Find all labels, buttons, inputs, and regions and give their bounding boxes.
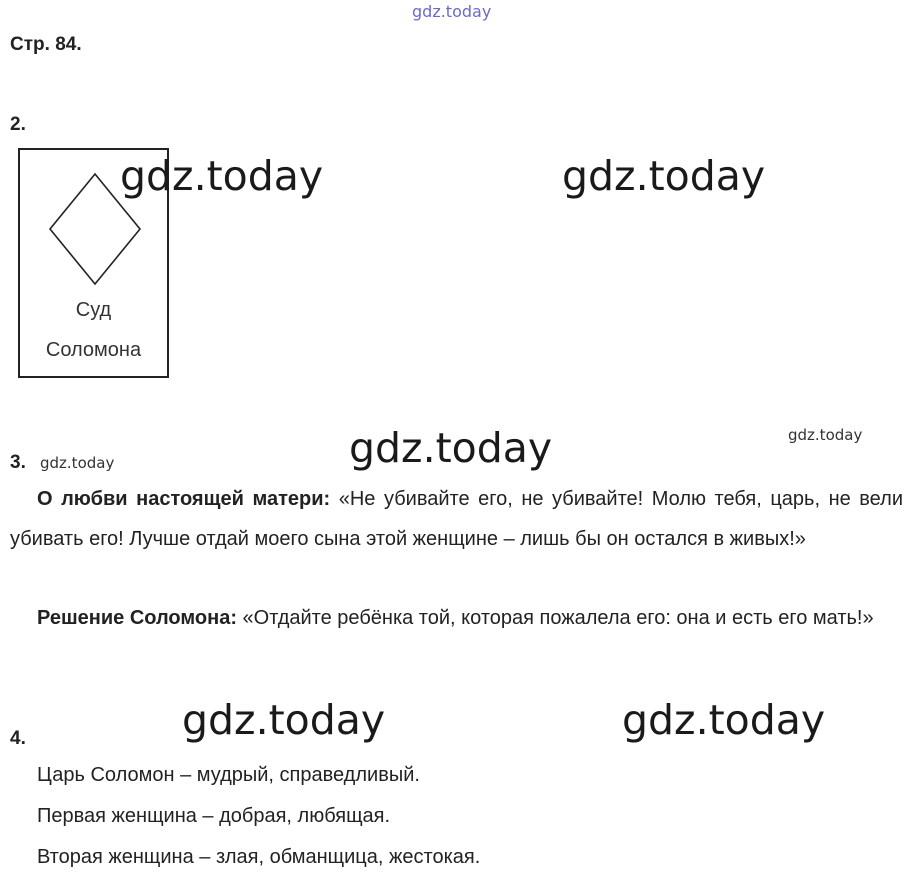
mother-quote-label: О любви настоящей матери: — [37, 488, 331, 510]
watermark-small-1: gdz.today — [788, 426, 863, 444]
watermark-top: gdz.today — [412, 2, 492, 21]
watermark-big-4: gdz.today — [182, 696, 386, 744]
watermark-big-2: gdz.today — [562, 152, 766, 200]
character-line-3: Вторая женщина – злая, обманщица, жестокая. — [37, 846, 481, 868]
solomon-decision-paragraph — [10, 598, 903, 638]
watermark-big-1: gdz.today — [120, 152, 324, 200]
mother-quote-text: «Не убивайте его, не убивайте! Молю тебя, царь, не вели убивать его! Лучше отдай моего сына этой женщине – лишь бы он остался в живых!» — [10, 488, 903, 550]
box-label-line-1: Суд — [75, 299, 112, 321]
watermark-small-2: gdz.today — [40, 454, 115, 472]
mother-quote-paragraph — [10, 479, 903, 559]
character-line-1: Царь Соломон – мудрый, справедливый. — [37, 764, 420, 786]
character-line-2: Первая женщина – добрая, любящая. — [37, 805, 391, 827]
task-2-number: 2. — [10, 114, 26, 135]
solomon-decision-text: «Отдайте ребёнка той, которая пожалела его: она и есть его мать!» — [236, 607, 874, 629]
page-heading: Стр. 84. — [10, 34, 82, 55]
watermark-big-3: gdz.today — [349, 424, 553, 472]
task-3-number: 3. — [10, 452, 26, 473]
solomon-decision-label: Решение Соломона: — [37, 607, 237, 629]
task-4-number: 4. — [10, 728, 26, 749]
watermark-big-5: gdz.today — [622, 696, 826, 744]
box-label-line-2: Соломона — [45, 339, 142, 361]
